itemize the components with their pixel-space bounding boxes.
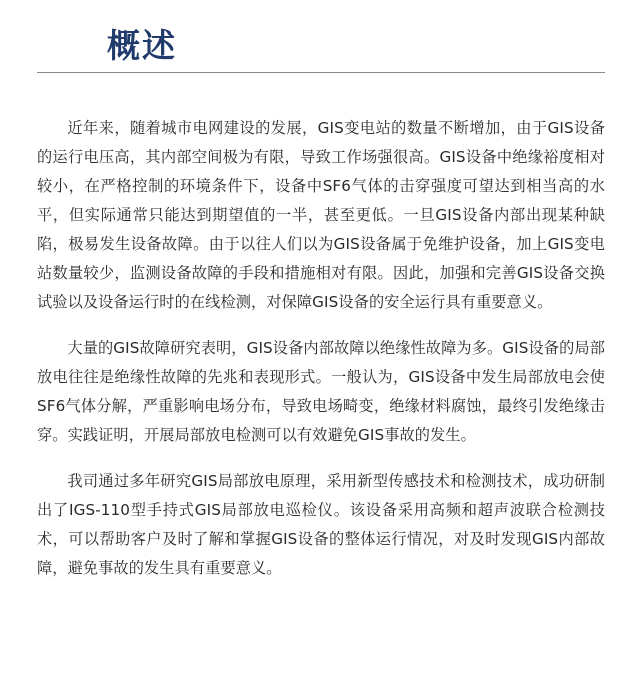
paragraph-intro: 近年来，随着城市电网建设的发展，GIS变电站的数量不断增加，由于GIS设备的运行电压高，其内部空间极为有限，导致工作场强很高。GIS设备中绝缘裕度相对较小，在严格控制的环境条件下，设备中SF6气体的击穿强度可望达到相当高的水平，但实际通常只能达到期望值的一半，甚至更低。一旦GIS设备内部出现某种缺陷，极易发生设备故障。由于以往人们以为GIS设备属于免维护设备，加上GIS变电站数量较少，监测设备故障的手段和措施相对有限。因此，加强和完善GIS设备交换试验以及设备运行时的在线检测，对保障GIS设备的安全运行具有重要意义。	[37, 119, 605, 311]
page-title: 概述	[107, 26, 177, 65]
title-divider	[37, 72, 605, 73]
paragraph-fault-research: 大量的GIS故障研究表明，GIS设备内部故障以绝缘性故障为多。GIS设备的局部放电往往是绝缘性故障的先兆和表现形式。一般认为，GIS设备中发生局部放电会使SF6气体分解，严重影响电场分布，导致电场畸变，绝缘材料腐蚀，最终引发绝缘击穿。实践证明，开展局部放电检测可以有效避免GIS事故的发生。	[37, 339, 605, 444]
document-body	[37, 114, 605, 600]
paragraph-product: 我司通过多年研究GIS局部放电原理，采用新型传感技术和检测技术，成功研制出了IGS-110型手持式GIS局部放电巡检仪。该设备采用高频和超声波联合检测技术，可以帮助客户及时了解和掌握GIS设备的整体运行情况，对及时发现GIS内部故障，避免事故的发生具有重要意义。	[37, 472, 605, 577]
